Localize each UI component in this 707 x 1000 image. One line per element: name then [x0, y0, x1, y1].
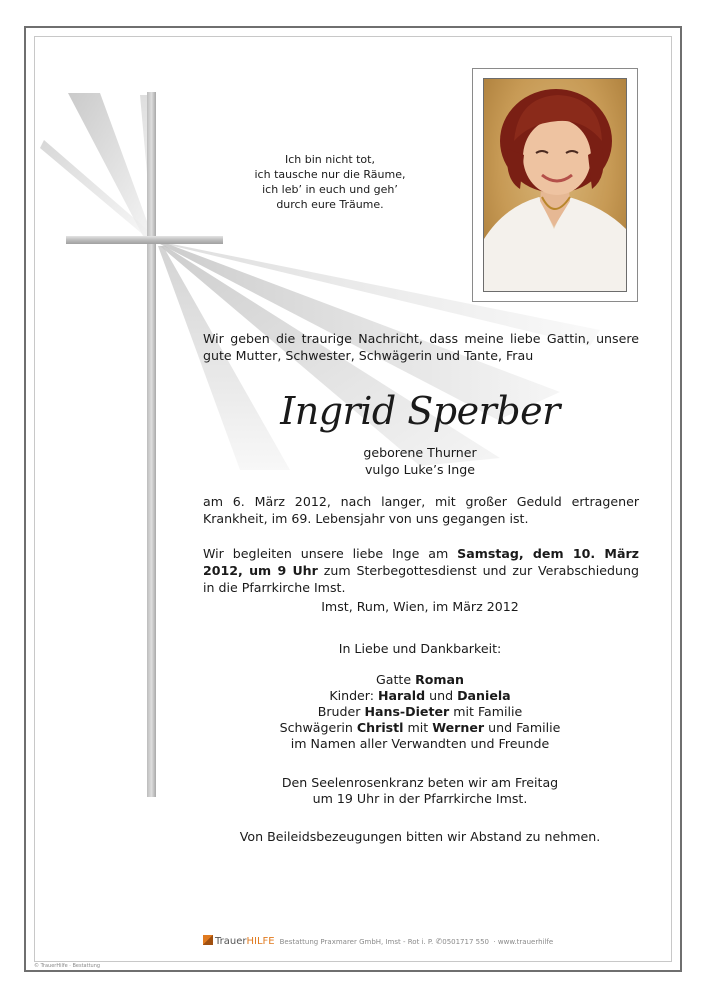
family-relatives: im Namen aller Verwandten und Freunde	[290, 736, 550, 751]
rosary-line: Den Seelenrosenkranz beten wir am Freitag	[281, 775, 559, 790]
service-date-time: Samstag, dem 10. März 2012, um 9 Uhr	[203, 546, 639, 578]
deceased-name: Ingrid Sperber	[280, 389, 560, 433]
service-suffix: zum Sterbegottesdienst und zur Verabschiedung in die Pfarrkirche Imst.	[203, 563, 639, 595]
phone-number: 0501717 550	[442, 938, 489, 946]
poem-line: durch eure Träume.	[276, 198, 384, 211]
rosary-line: um 19 Uhr in der Pfarrkirche Imst.	[312, 791, 528, 806]
thanks-line: In Liebe und Dankbarkeit:	[338, 641, 502, 656]
poem-line: ich tausche nur die Räume,	[254, 168, 406, 181]
maiden-name: geborene Thurner	[363, 445, 477, 460]
cross-horizontal-beam	[66, 236, 223, 244]
intro-paragraph: Wir geben die traurige Nachricht, dass meine liebe Gattin, unsere gute Mutter, Schwester, Schwägerin und Tante, Frau	[203, 331, 639, 363]
ray-upper-1	[68, 93, 152, 238]
service-prefix: Wir begleiten unsere liebe Inge am	[203, 546, 458, 561]
poem-line: ich leb’ in euch und geh’	[262, 183, 398, 196]
family-children: Kinder: Harald und Daniela	[329, 688, 511, 703]
family-brother: Bruder Hans-Dieter mit Familie	[317, 704, 523, 719]
nickname: vulgo Luke’s Inge	[364, 462, 475, 477]
portrait-illustration	[484, 79, 626, 291]
family-sister-in-law: Schwägerin Christl mit Werner und Familie	[279, 720, 561, 735]
poem-line: Ich bin nicht tot,	[285, 153, 375, 166]
memorial-poem	[240, 152, 420, 212]
place-date: Imst, Rum, Wien, im März 2012	[321, 599, 519, 614]
phone-icon: ✆	[435, 937, 443, 946]
footer: TrauerHILFE Bestattung Praxmarer GmbH, Imst - Rot i. P. ✆0501717 550 · www.trauerhilfe	[203, 935, 623, 949]
condolence-notice: Von Beileidsbezeugungen bitten wir Abstand zu nehmen.	[239, 829, 601, 844]
company-name: Bestattung Praxmarer GmbH, Imst - Rot i. P.	[279, 938, 434, 946]
portrait-photo	[483, 78, 627, 292]
deceased-maiden-info	[320, 444, 520, 478]
portrait-frame	[472, 68, 638, 302]
trauerhilfe-logo-icon	[203, 935, 213, 945]
copyright-notice: © TrauerHilfe · Bestattung	[34, 963, 101, 969]
family-husband: Gatte Roman	[375, 672, 465, 687]
family-list	[230, 672, 610, 752]
service-notice	[203, 545, 639, 596]
cross-vertical-beam	[147, 92, 156, 797]
rosary-notice	[230, 775, 610, 807]
death-notice: am 6. März 2012, nach langer, mit großer Geduld ertragener Krankheit, im 69. Lebensjahr von uns gegangen ist.	[203, 494, 639, 526]
website-link[interactable]: www.trauerhilfe	[497, 938, 554, 946]
brand-logo: TrauerHILFE	[215, 936, 275, 947]
